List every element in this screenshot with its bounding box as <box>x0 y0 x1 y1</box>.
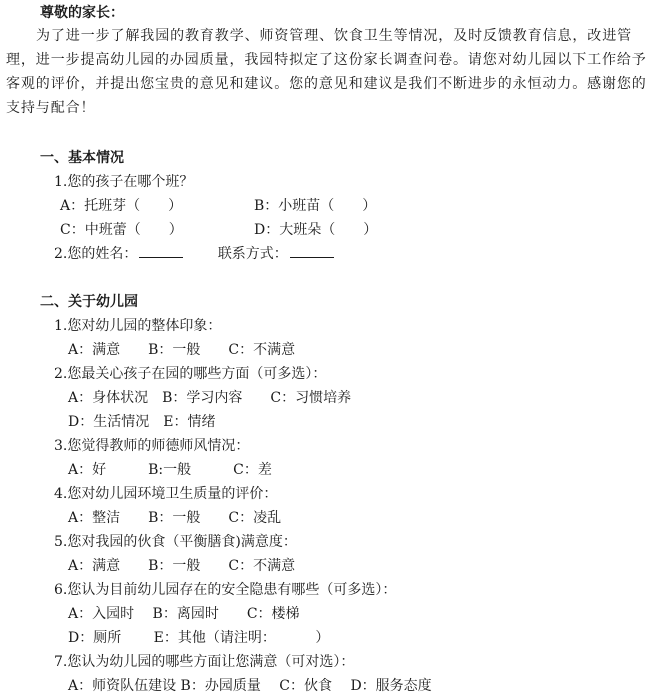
name-blank[interactable] <box>139 243 183 258</box>
section1-title: 一、基本情况 <box>40 150 124 166</box>
s2-q2-options-row2: D：生活情况 E：情绪 <box>68 414 216 430</box>
s2-q2-options-row1: A：身体状况 B：学习内容 C：习惯培养 <box>68 390 352 406</box>
s1-q1-option-a: A：托班芽（ ） <box>60 198 183 214</box>
s1-q2-contact-label: 联系方式： <box>217 246 288 262</box>
s2-q7: 7.您认为幼儿园的哪些方面让您满意（可对选）： <box>54 654 355 670</box>
section2-title: 二、关于幼儿园 <box>40 294 138 310</box>
s2-q1: 1.您对幼儿园的整体印象： <box>54 318 222 334</box>
intro-paragraph <box>6 24 654 120</box>
s2-q4: 4.您对幼儿园环境卫生质量的评价： <box>54 486 278 502</box>
s2-q6-options-row1: A：入园时 B：离园时 C：楼梯 <box>68 606 300 622</box>
s1-q1-option-d: D：大班朵（ ） <box>254 222 378 238</box>
s2-q6-options-row2: D：厕所 E：其他（请注明： ） <box>68 630 330 646</box>
s2-q3-options: A：好 B:一般 C：差 <box>68 462 272 478</box>
s2-q2: 2.您最关心孩子在园的哪些方面（可多选）： <box>54 366 327 382</box>
s1-q2-name-label: 2.您的姓名： <box>54 246 138 262</box>
s1-q2-name-row <box>54 243 334 263</box>
s2-q4-options: A：整洁 B：一般 C：凌乱 <box>68 510 282 526</box>
intro-text: 为了进一步了解我园的教育教学、师资管理、饮食卫生等情况，及时反馈教育信息，改进管理，进一步提高幼儿园的办园质量，我园特拟定了这份家长调查问卷。请您对幼儿园以下工作给予客观的评价，并提出您宝贵的意见和建议。您的意见和建议是我们不断进步的永恒动力。感谢您的支持与配合！ <box>6 28 647 116</box>
s2-q7-options: A：师资队伍建设 B：办园质量 C：伙食 D：服务态度 <box>68 678 432 694</box>
s1-q1-option-c: C：中班蕾（ ） <box>60 222 183 238</box>
s2-q5-options: A：满意 B：一般 C：不满意 <box>68 558 296 574</box>
s2-q5: 5.您对我园的伙食（平衡膳食)满意度： <box>54 534 297 550</box>
s2-q3: 3.您觉得教师的师德师风情况： <box>54 438 250 454</box>
s2-q1-options: A：满意 B：一般 C：不满意 <box>68 342 296 358</box>
s1-q1: 1.您的孩子在哪个班？ <box>54 174 194 190</box>
salutation: 尊敬的家长： <box>40 5 124 21</box>
contact-blank[interactable] <box>290 243 334 258</box>
s2-q6: 6.您认为目前幼儿园存在的安全隐患有哪些（可多选）： <box>54 582 397 598</box>
s1-q1-option-b: B：小班苗（ ） <box>254 198 377 214</box>
